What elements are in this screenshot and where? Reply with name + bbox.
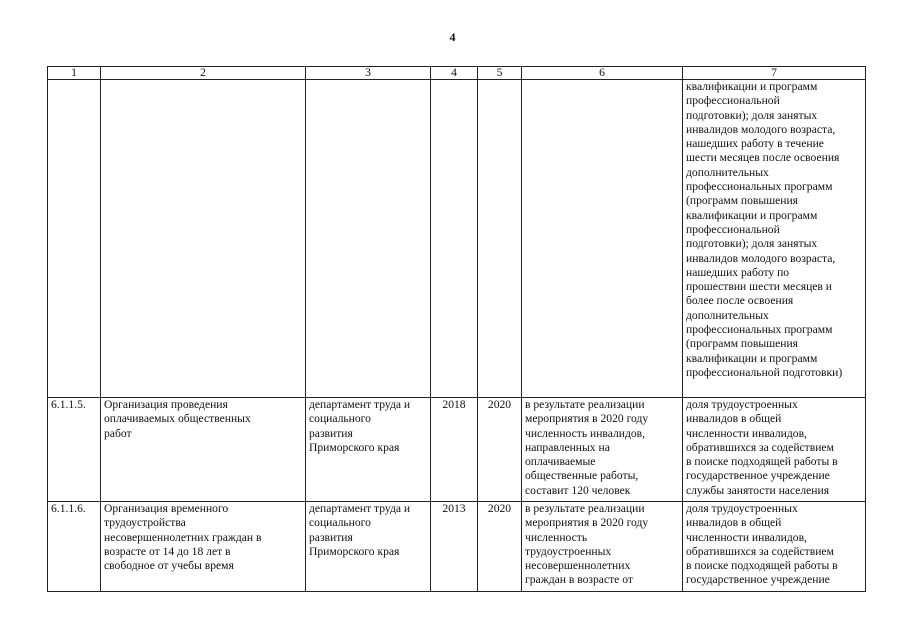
column-header: 7 bbox=[683, 67, 866, 80]
text-line: развития bbox=[309, 426, 353, 440]
text-line: несовершеннолетних bbox=[525, 559, 631, 573]
column-header: 3 bbox=[306, 67, 431, 80]
table-row bbox=[48, 502, 866, 592]
table-row bbox=[48, 80, 866, 398]
text-line: в поиске подходящей работы в bbox=[686, 559, 838, 573]
column-header: 1 bbox=[48, 67, 101, 80]
text-line: доля трудоустроенных bbox=[686, 398, 798, 411]
row-number-cell: 6.1.1.5. bbox=[48, 398, 101, 502]
text-line: инвалидов в общей bbox=[686, 412, 782, 426]
text-line: Организация проведения bbox=[104, 398, 228, 411]
text-line: профессиональных программ bbox=[686, 323, 833, 337]
text-line: профессиональной bbox=[686, 222, 780, 236]
text-line: департамент труда и bbox=[309, 502, 411, 515]
start-year-cell: 2018 bbox=[431, 398, 478, 502]
text-line: подготовки); доля занятых bbox=[686, 237, 818, 251]
column-header: 6 bbox=[522, 67, 683, 80]
text-line: трудоустроенных bbox=[525, 544, 612, 558]
expected-result-cell bbox=[522, 502, 683, 592]
text-line: профессиональной подготовки) bbox=[686, 365, 843, 379]
text-line: инвалидов в общей bbox=[686, 516, 782, 530]
text-line: в результате реализации bbox=[525, 398, 645, 411]
text-line: нашедших работу по bbox=[686, 265, 790, 279]
column-header: 4 bbox=[431, 67, 478, 80]
text-line: (программ повышения bbox=[686, 337, 799, 351]
indicator-cell bbox=[683, 80, 866, 398]
text-line: в результате реализации bbox=[525, 502, 645, 515]
text-line: дополнительных bbox=[686, 308, 769, 322]
start-year-cell: 2013 bbox=[431, 502, 478, 592]
text-line: численности инвалидов, bbox=[686, 426, 807, 440]
text-line: оплачиваемые bbox=[525, 455, 596, 469]
activity-name-cell bbox=[101, 398, 306, 502]
text-line: департамент труда и bbox=[309, 398, 411, 411]
text-line: обратившихся за содействием bbox=[686, 544, 834, 558]
text-line: квалификации и программ bbox=[686, 208, 818, 222]
executor-cell bbox=[306, 502, 431, 592]
text-line: возрасте от 14 до 18 лет в bbox=[104, 544, 231, 558]
text-line: Организация временного bbox=[104, 502, 229, 515]
expected-result-cell bbox=[522, 398, 683, 502]
text-line: граждан в возрасте от bbox=[525, 573, 633, 587]
text-line: подготовки); доля занятых bbox=[686, 108, 818, 122]
end-year-cell: 2020 bbox=[478, 502, 522, 592]
activity-name-cell bbox=[101, 80, 306, 398]
text-line: Приморского края bbox=[309, 544, 400, 558]
text-line: развития bbox=[309, 530, 353, 544]
text-line: квалификации и программ bbox=[686, 80, 818, 93]
text-line: работ bbox=[104, 426, 132, 440]
row-number-cell bbox=[48, 80, 101, 398]
text-line: государственное учреждение bbox=[686, 573, 830, 587]
executor-cell bbox=[306, 80, 431, 398]
table-row bbox=[48, 398, 866, 502]
text-line: мероприятия в 2020 году bbox=[525, 412, 649, 426]
text-line: мероприятия в 2020 году bbox=[525, 516, 649, 530]
text-line: численность инвалидов, bbox=[525, 426, 646, 440]
end-year-cell: 2020 bbox=[478, 398, 522, 502]
text-line: инвалидов молодого возраста, bbox=[686, 251, 836, 265]
text-line: общественные работы, bbox=[525, 469, 639, 483]
text-line: (программ повышения bbox=[686, 194, 799, 208]
text-line: несовершеннолетних граждан в bbox=[104, 530, 262, 544]
text-line: квалификации и программ bbox=[686, 351, 818, 365]
text-line: численность bbox=[525, 530, 588, 544]
text-line: трудоустройства bbox=[104, 516, 186, 530]
text-line: дополнительных bbox=[686, 165, 769, 179]
text-line: профессиональной bbox=[686, 94, 780, 108]
text-line: социального bbox=[309, 516, 371, 530]
expected-result-cell bbox=[522, 80, 683, 398]
end-year-cell bbox=[478, 80, 522, 398]
text-line: государственное учреждение bbox=[686, 469, 830, 483]
program-activities-table bbox=[47, 66, 866, 592]
text-line: Приморского края bbox=[309, 440, 400, 454]
column-header: 2 bbox=[101, 67, 306, 80]
column-header: 5 bbox=[478, 67, 522, 80]
text-line: социального bbox=[309, 412, 371, 426]
text-line: нашедших работу в течение bbox=[686, 137, 824, 151]
executor-cell bbox=[306, 398, 431, 502]
text-line: численности инвалидов, bbox=[686, 530, 807, 544]
page-number: 4 bbox=[449, 30, 456, 44]
text-line: шести месяцев после освоения bbox=[686, 151, 840, 165]
activity-name-cell bbox=[101, 502, 306, 592]
text-line: доля трудоустроенных bbox=[686, 502, 798, 515]
text-line: инвалидов молодого возраста, bbox=[686, 122, 836, 136]
indicator-cell bbox=[683, 398, 866, 502]
text-line: обратившихся за содействием bbox=[686, 440, 834, 454]
text-line: прошествии шести месяцев и bbox=[686, 280, 833, 294]
text-line: более после освоения bbox=[686, 294, 794, 308]
text-line: в поиске подходящей работы в bbox=[686, 455, 838, 469]
start-year-cell bbox=[431, 80, 478, 398]
indicator-cell bbox=[683, 502, 866, 592]
text-line: оплачиваемых общественных bbox=[104, 412, 251, 426]
text-line: направленных на bbox=[525, 440, 610, 454]
text-line: профессиональных программ bbox=[686, 180, 833, 194]
text-line: составит 120 человек bbox=[525, 483, 631, 497]
text-line: свободное от учебы время bbox=[104, 559, 234, 573]
text-line: службы занятости населения bbox=[686, 483, 830, 497]
column-number-row bbox=[48, 67, 866, 80]
row-number-cell: 6.1.1.6. bbox=[48, 502, 101, 592]
